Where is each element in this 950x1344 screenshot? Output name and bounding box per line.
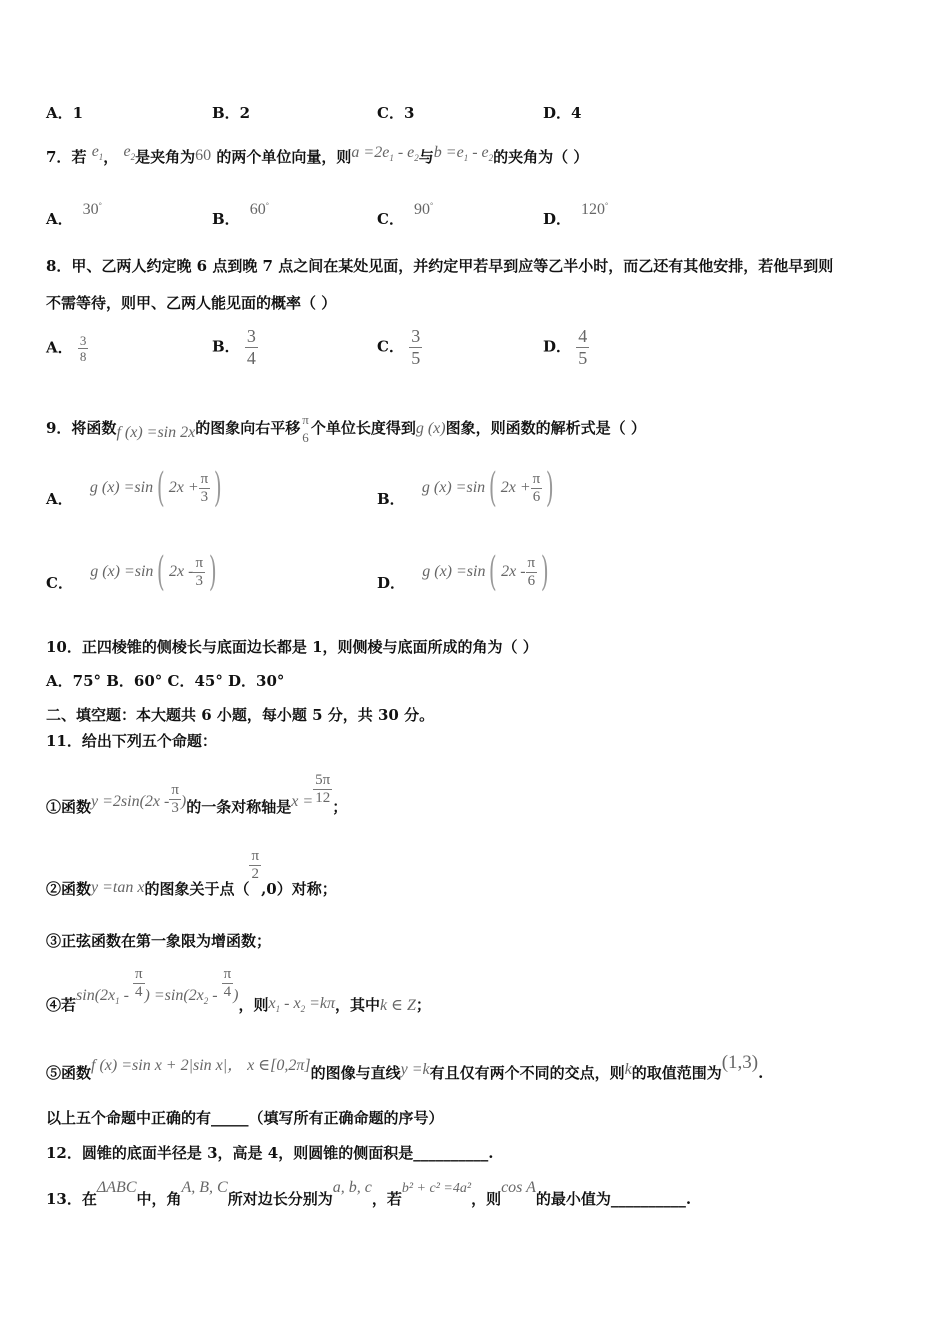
section-2-heading: 二、填空题：本大题共 6 小题，每小题 5 分，共 30 分。	[46, 706, 435, 724]
q11-proposition-3: ③正弦函数在第一象限为增函数；	[46, 932, 272, 950]
q11-proposition-1: ①函数y =2sin(2x - $\frac{\pi}{3}$ )的一条对称轴是x = $\frac{5\pi}{12}$ ；	[46, 772, 348, 816]
question-7: 7．若 $e_1$， $e_2$是夹角为60 的两个单位向量，则$a =2e_1 - e_2$与$b =e_1 - e_2$的夹角为（ ）	[46, 143, 589, 166]
question-10: 10．正四棱锥的侧棱长与底面边长都是 1，则侧棱与底面所成的角为（ ）	[46, 638, 538, 656]
q8-option-b: B． $\frac{3}{4}$	[212, 326, 256, 368]
question-8-line-1: 8．甲、乙两人约定晚 6 点到晚 7 点之间在某处见面，并约定甲若早到应等乙半小时，而乙还有其他安排，若他早到则	[46, 257, 834, 275]
q11-proposition-2: ②函数y =tan x的图象关于点（ $\frac{\pi}{2}$ ,0）对称；	[46, 848, 337, 898]
q7-option-d: D．120°	[543, 201, 609, 228]
question-11-title: 11．给出下列五个命题：	[46, 732, 217, 750]
question-9: 9．将函数f (x) =sin 2x的图象向右平移 π 6 个单位长度得到g (x)图象，则函数的解析式是（ ）	[46, 412, 646, 445]
q9-option-b: B． g (x) =sin( 2x + $\frac{\pi}{6}$ )	[377, 465, 554, 511]
q11-proposition-5: ⑤函数f (x) =sin x + 2|sin x|， x ∈[0,2π]的图像与直线y =k有且仅有两个不同的交点，则k的取值范围为(1,3).	[46, 1052, 764, 1082]
q8-option-a: A． $\frac{3}{8}$	[46, 333, 87, 364]
question-10-options: A．75° B．60° C．45° D．30°	[46, 672, 285, 690]
q8-option-c: C． $\frac{3}{5}$	[377, 326, 421, 368]
q9-option-c: C． g (x) =sin( 2x - $\frac{\pi}{3}$ )	[46, 549, 217, 595]
q7-option-b: B．60°	[212, 201, 269, 228]
q9-option-a: A． g (x) =sin( 2x + $\frac{\pi}{3}$ )	[46, 465, 222, 511]
q6-option-c: C．3	[377, 104, 415, 122]
q11-proposition-4: ④若$\sin(2x_1$ - $\frac{\pi}{4}$ ) $=\sin(2x_2$ - $\frac{\pi}{4}$ )，则$x_1 - x_2 =k\pi$，其中k ∈ Z；	[46, 966, 431, 1014]
question-8-line-2: 不需等待，则甲、乙两人能见面的概率（ ）	[46, 294, 337, 312]
q6-option-b: B．2	[212, 104, 251, 122]
q6-option-d: D．4	[543, 104, 582, 122]
question-12: 12．圆锥的底面半径是 3，高是 4，则圆锥的侧面积是__________.	[46, 1144, 494, 1162]
q6-option-a: A．1	[46, 104, 84, 122]
q9-option-d: D． g (x) =sin( 2x - $\frac{\pi}{6}$ )	[377, 549, 549, 595]
q11-summary: 以上五个命题中正确的有_____（填写所有正确命题的序号）	[46, 1109, 444, 1127]
q7-option-a: A．30°	[46, 201, 102, 228]
q7-option-c: C．90°	[377, 201, 434, 228]
question-13: 13．在ΔABC中，角A, B, C所对边长分别为a, b, c，若b² + c² =4a²，则cos A的最小值为__________.	[46, 1179, 692, 1208]
q8-option-d: D． $\frac{4}{5}$	[543, 326, 588, 368]
